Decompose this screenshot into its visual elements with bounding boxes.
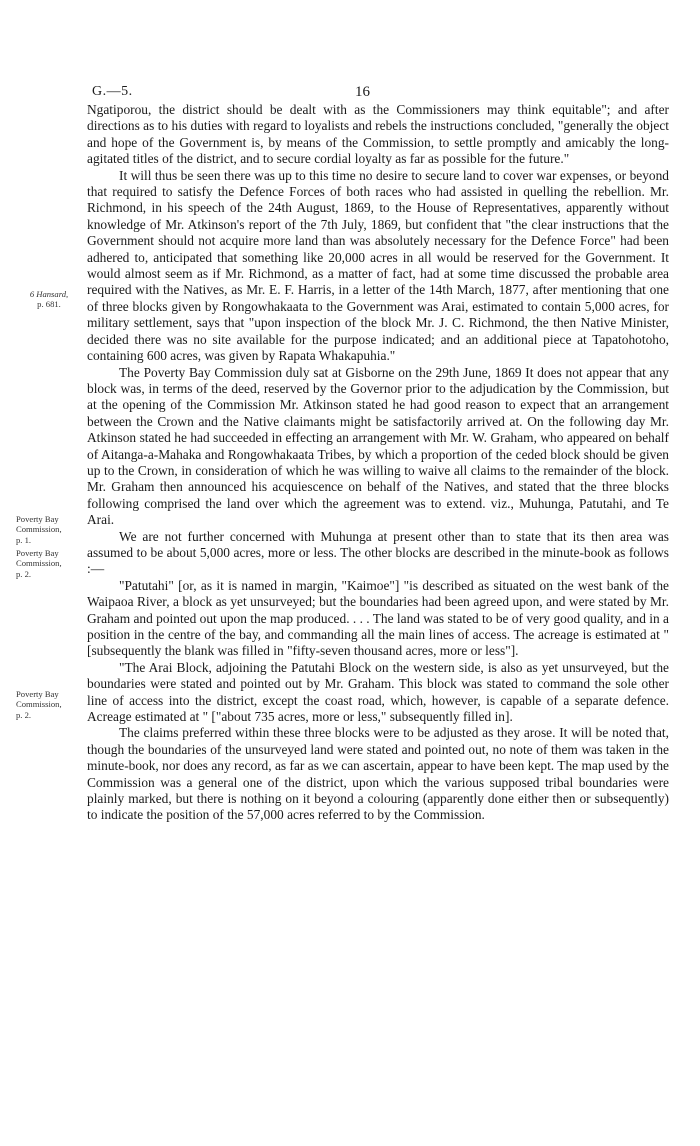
margin-note-line: p. 681. <box>37 299 61 310</box>
paragraph: The Poverty Bay Commission duly sat at Gisborne on the 29th June, 1869 It does not appear that any block was, in terms of the deed, reserved by the Governor prior to the adjudication by the Commission, but at the opening of the Commission Mr. Atkinson stated he had good reason to expect that an arrangement between the Crown and the Native claimants might be satisfactorily arrived at. On the following day Mr. Atkinson stated he had succeeded in effecting an arrangement with Mr. W. Graham, who appeared on behalf of Aitanga-a-Mahaka and Rongowhakaata Tribes, by which a proportion of the ceded block should be given up to the Crown, in consideration of which he was willing to waive all claims to the remainder of the block. Mr. Graham then announced his acquiescence on behalf of the Natives, and stated that the three blocks following comprised the land over which the agreement was to extend. viz., Muhunga, Patutahi, and Te Arai. <box>87 364 669 528</box>
paragraph: "The Arai Block, adjoining the Patutahi Block on the western side, is also as yet unsurveyed, but the boundaries were stated and pointed out by Mr. Graham. This block was stated to command the sole other line of access into the district, except the coast road, which, however, is capable of a separate defence. Acreage estimated at " ["about 735 acres, more or less," subsequently filled in]. <box>87 659 669 725</box>
document-reference: G.—5. <box>92 84 133 99</box>
margin-note-line: p. 2. <box>16 709 32 720</box>
margin-note-poverty-bay-2 <box>16 548 82 579</box>
body-text <box>87 102 669 824</box>
margin-note-line: Poverty Bay <box>16 514 59 524</box>
margin-note-line: Poverty Bay <box>16 548 59 558</box>
margin-note-line: Commission, <box>16 524 62 535</box>
margin-note-line: Commission, <box>16 699 62 710</box>
margin-note-line: p. 1. <box>16 534 32 545</box>
paragraph: "Patutahi" [or, as it is named in margin, "Kaimoe"] "is described as situated on the west bank of the Waipaoa River, a block as yet unsurveyed; but the boundaries had been agreed upon, and were stated by Mr. Graham and pointed out upon the map produced. . . . The land was stated to be of very good quality, and in a position in the centre of the bay, and commanding all the main lines of access. The acreage is estimated at "[subsequently the blank was filled in "fifty-seven thousand acres, more or less"]. <box>87 577 669 659</box>
margin-note-line: 6 Hansard, <box>29 289 69 299</box>
paragraph: We are not further concerned with Muhunga at present other than to state that its then area was assumed to be about 5,000 acres, more or less. The other blocks are described in the minute-book as follows :— <box>87 528 669 577</box>
margin-note-line: p. 2. <box>16 568 32 579</box>
margin-note-hansard <box>16 289 82 310</box>
paragraph: It will thus be seen there was up to this time no desire to secure land to cover war expenses, or beyond that required to satisfy the Defence Forces of both races who had assisted in quelling the rebellion. Mr. Richmond, in his speech of the 24th August, 1869, to the House of Representatives, apparently without knowledge of Mr. Atkinson's report of the 7th July, 1869, but confident that "the clear instructions that the Government should not acquire more land than was absolutely necessary for the Defence Force" had been adhered to, anticipated that something like 20,000 acres in all would be reserved for the Government. It would almost seem as if Mr. Richmond, as a matter of fact, had at some time discussed the probable area required with the Natives, as Mr. E. F. Harris, in a letter of the 14th March, 1877, after mentioning that one of three blocks given by Rongowhakaata to the Government was Arai, estimated to contain 5,000 acres, for military settlement, says that "upon inspection of the block Mr. J. C. Richmond, the then Native Minister, decided there was no site available for the purpose indicated; and an additional piece at Tapatohotoho, containing 600 acres, was given by Rapata Whakapuhia." <box>87 167 669 364</box>
margin-note-poverty-bay-3 <box>16 689 82 720</box>
margin-note-line: Commission, <box>16 558 62 569</box>
paragraph: Ngatiporou, the district should be dealt with as the Commissioners may think equitable"; and after directions as to his duties with regard to loyalists and rebels the instructions concluded, "generally the object and hope of the Government is, by means of the Commission, to settle promptly and amicably the long-agitated titles of the district, and to secure cordial loyalty as far as possible for the future." <box>87 102 669 167</box>
margin-note-line: Poverty Bay <box>16 689 59 699</box>
page-number: 16 <box>355 84 370 100</box>
paragraph: The claims preferred within these three blocks were to be adjusted as they arose. It will be noted that, though the boundaries of the unsurveyed land were stated and pointed out, no note of them was taken in the minute-book, nor does any record, as far as we can ascertain, appear to have been kept. The map used by the Commission was a general one of the district, upon which the various supposed tribal boundaries were plainly marked, but there is nothing on it beyond a colouring (apparently done either then or subsequently) to indicate the position of the 57,000 acres referred to by the Commission. <box>87 725 669 823</box>
margin-note-poverty-bay-1 <box>16 514 82 545</box>
